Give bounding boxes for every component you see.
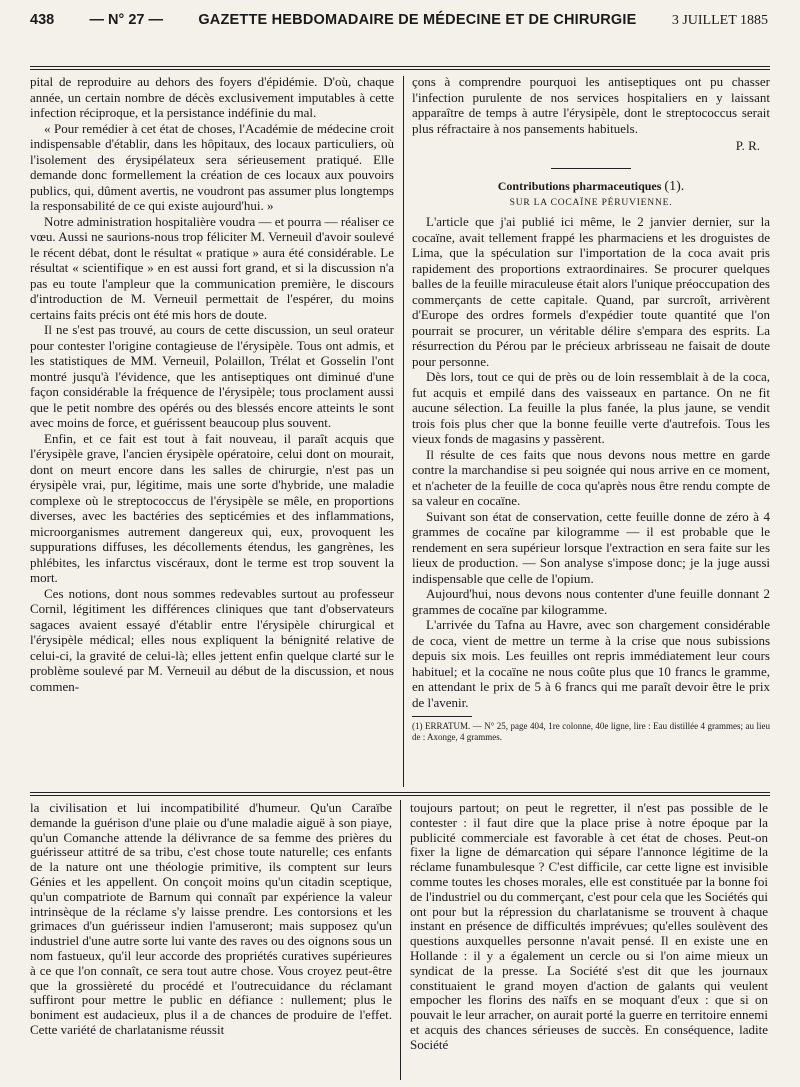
article-note-ref: (1). [664,179,685,194]
journal-title: GAZETTE HEBDOMADAIRE DE MÉDECINE ET DE CHIRURGIE [198,12,637,28]
right-paragraph-2: Dès lors, tout ce qui de près ou de loin ressemblait à de la coca, fut acquis et empilé dans des vaisseaux en partance. On ne fit aucune sélection. La feuille la plus fanée, la plus jaune, se vendit trois fois plus cher que la bonne feuille verte d'autrefois. Tous les vieux fonds de magasins y passèrent. [412,369,770,446]
issue-date: 3 JUILLET 1885 [671,13,768,28]
column-divider-top [403,76,404,787]
bottom-left-text: la civilisation et lui incompatibilité d'humeur. Qu'un Caraïbe demande la guérison d'une plaie ou d'une maladie aiguë à son piaye, qu'un Comanche attende la délivrance de sa femme des prières du guérisseur attitré de sa tribu, c'est chose toute naturelle; ces enfants de la nature ont une théologie primitive, ils comptent sur leurs Génies et les appellent. On conçoit moins qu'un citadin sceptique, qu'un compatriote de Barnum qui connaît par expérience la valeur intrinsèque de la réclame s'y laisse prendre. Les contorsions et les grimaces d'un guérisseur indien l'amuseront; mais supposez qu'un industriel d'une autre sorte lui vante des raves ou des oignons sous un nom fastueux, qu'il leur accorde des propriétés curatives supérieures à ce que l'on connaît, ce sera tout autre chose. Vous croyez peut-être que la grossièreté du procédé et l'outrecuidance du réclamant suffiront pour mettre le public en défiance : nullement; plus le boniment est audacieux, plus il a de chances de produire de l'effet. Cette variété de charlatanisme réussit [30,801,392,1037]
footnote-rule [412,716,472,717]
left-paragraph-3: Notre administration hospitalière voudra — et pourra — réaliser ce vœu. Aussi ne saurions-nous trop féliciter M. Verneuil d'avoir soulevé le récent débat, dont le résultat « pratique » aura été considérable. Le résultat « scientifique » en est aussi fort grand, et si la discussion n'a pas eu toute l'ampleur que la communication première, le discours d'introduction de M. Verneuil permettait de l'espérer, du moins certains faits précis ont été mis hors de doute. [30,213,394,322]
right-intro: çons à comprendre pourquoi les antiseptiques ont pu chasser l'infection purulente de nos services hospitaliers en y laissant apparaître de temps à autre l'érysipèle, dont le streptococcus serait plus réfractaire à nos pansements habituels. [412,74,770,136]
bottom-right-text: toujours partout; on peut le regretter, il n'est pas possible de le contester : il faut dire que la place prise à notre époque par la publicité commerciale est favorable à cet état de choses. Peut-on fixer la ligne de démarcation qui sépare l'annonce légitime de la réclame funambulesque ? C'est difficile, car cette ligne est invisible comme toutes les choses morales, elle est constituée par la bonne foi de l'industriel ou du commerçant, c'est pour cela que les Sociétés qui ont pour but la répression du charlatanisme se trouvent à chaque instant en présence de difficultés imprévues; qu'elles soulèvent des questions auxquelles personne n'avait pensé. Il en existe une en Hollande : il y a également un cercle ou si l'on aime mieux un syndicat de la presse. La Société s'est dit que les journaux constituaient le grand moyen d'action de galants qui veulent empocher les florins des naïfs en se moquant d'eux : que si on pouvait le leur arracher, on aurait porté la guerre en territoire ennemi et acquis des chances sérieuses de succès. En conséquence, ladite Société [410,801,768,1052]
left-column [30,74,394,788]
right-paragraph-1: L'article que j'ai publié ici même, le 2 janvier dernier, sur la cocaïne, avait tellement frappé les pharmaciens et les droguistes de Lima, que la spéculation sur l'importation de la coca avait pris rapidement des proportions extraordinaires. Se procurer quelques balles de la feuille miraculeuse était alors l'unique préoccupation des commerçants de cette capitale. Quand, par surcroît, arrivèrent d'Europe des ordres formels d'expédier toute quantité que l'on pourrait se procurer, un véritable délire s'empara des esprits. La résurrection du Pérou par le précieux arbrisseau ne faisait de doute pour personne. [412,214,770,369]
left-paragraph-5: Enfin, et ce fait est tout à fait nouveau, il paraît acquis que l'érysipèle grave, l'ancien érysipèle opératoire, celui dont on mourait, dont on meurt encore dans les salles de chirurgie, n'est pas un érysipèle vrai, pur, légitime, mais une sorte d'hybride, une maladie complexe où le streptococcus de l'érysipèle se mêle, en proportions diverses, avec les bactéries des septicémies et des inflammations, microorganismes autrement dangereux qui, eux, provoquent les suppurations diffuses, les décollements étendus, les gangrènes, les phlébites, les infarctus viscéraux, dont le terme est trop souvent la mort. [30,430,394,585]
signature: P. R. [735,138,760,153]
left-paragraph-1: pital de reproduire au dehors des foyers d'épidémie. D'où, chaque année, un certain nombre de décès exclusivement imputables à cette infection réciproque, et la persistance indéfinie du mal. [30,74,394,120]
header-rule-bottom [30,69,770,70]
left-paragraph-6: Ces notions, dont nous sommes redevables surtout au professeur Cornil, légitiment les différences cliniques que tant d'observateurs sagaces avaient essayé d'établir entre l'érysipèle chirurgical et l'érysipèle médical; elles nous expliquent la bénignité relative de celui-ci, la gravité de celui-là; elles jettent enfin quelque clarté sur le problème soulevé par M. Verneuil au début de la discussion, et nous commen- [30,585,394,694]
right-paragraph-6: L'arrivée du Tafna au Havre, avec son chargement considérable de coca, vient de mettre un terme à la crise que nous subissions depuis six mois. Les feuilles ont repris immédiatement leur cours habituel; et la cocaïne ne nous coûte plus que 10 francs le gramme, en attendant le prix de 5 à 6 francs qui me paraît devoir être le prix de l'avenir. [412,617,770,710]
page-header [30,12,768,36]
left-paragraph-4: Il ne s'est pas trouvé, au cours de cette discussion, un seul orateur pour contester l'origine contagieuse de l'érysipèle. Tous ont admis, et les statistiques de MM. Verneuil, Polaillon, Trélat et Gosselin l'ont montré jusqu'à l'évidence, que les antiseptiques ont diminué d'une façon considérable la fréquence de l'érysipèle; tous proclament aussi que le petit nombre des opérés ou des blessés encore atteints le sont avec moins de force, et guérissent beaucoup plus souvent. [30,322,394,430]
article-rule [551,168,631,169]
bottom-right-column [410,801,768,1083]
bottom-left-column [30,801,392,1083]
article-subtitle: SUR LA COCAÏNE PÉRUVIENNE. [509,198,673,208]
section-divider-top [30,792,770,793]
left-paragraph-2: « Pour remédier à cet état de choses, l'Académie de médecine croit indispensable d'établir, dans les hôpitaux, des locaux particuliers, où l'isolement des érysipélateux sera sérieusement pratiqué. Elle demande donc formellement la création de ces locaux aux pouvoirs publics, qui, dûment avertis, ne voudront pas assumer plus longtemps la responsabilité de ce qui existe aujourd'hui. » [30,120,394,213]
article-title-text: Contributions pharmaceutiques [497,179,662,193]
right-paragraph-3: Il résulte de ces faits que nous devons nous mettre en garde contre la marchandise si peu soignée qui nous arrive en ce moment, et n'acheter de la feuille de coca qu'après nous être rendu compte de sa valeur en cocaïne. [412,446,770,508]
section-divider-bottom [30,795,770,796]
footnote: (1) ERRATUM. — N° 25, page 404, 1re colonne, 40e ligne, lire : Eau distillée 4 grammes; au lieu de : Axonge, 4 grammes. [412,721,770,742]
article-title [412,179,770,195]
header-rule-top [30,66,770,67]
issue-number: — N° 27 — [89,12,163,28]
page-number: 438 [30,12,55,28]
right-paragraph-5: Aujourd'hui, nous devons nous contenter d'une feuille donnant 2 grammes de cocaïne par kilogramme. [412,586,770,617]
right-column [412,74,770,788]
right-paragraph-4: Suivant son état de conservation, cette feuille donne de zéro à 4 grammes de cocaïne par kilogramme — il est probable que le rendement en sera supérieur lorsque l'extraction en sera faite sur les lieux de production. — Son analyse s'impose donc; je la juge aussi indispensable que celle de l'opium. [412,508,770,586]
column-divider-bottom [400,800,401,1080]
